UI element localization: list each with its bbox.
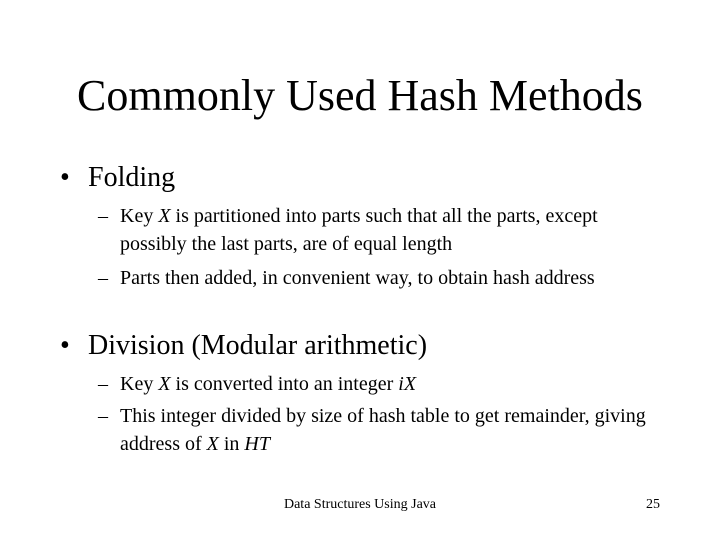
sub-bullet-text: Parts then added, in convenient way, to obtain hash address	[120, 267, 595, 289]
sub-bullet-marker: –	[98, 373, 108, 395]
text-segment: Key	[120, 205, 159, 227]
text-segment: is partitioned into parts such that all the parts, except possibly the last parts, are of equal length	[120, 205, 598, 255]
footer-course-title: Data Structures Using Java	[283, 497, 437, 512]
variable-x: X	[158, 205, 171, 227]
bullet-label: Division (Modular arithmetic)	[88, 330, 428, 361]
bullet-marker: •	[60, 330, 70, 361]
page-number: 25	[646, 497, 660, 512]
sub-bullet-marker: –	[98, 205, 108, 227]
bullet-marker: •	[60, 162, 70, 193]
text-segment: This integer divided by size of hash table to get remainder, giving address of	[120, 405, 646, 455]
variable-ix: iX	[398, 373, 417, 395]
variable-x: X	[158, 373, 171, 395]
slide-title: Commonly Used Hash Methods	[77, 71, 643, 120]
variable-ht: HT	[244, 433, 270, 455]
sub-bullet-marker: –	[98, 405, 108, 427]
text-segment: is converted into an integer	[170, 373, 399, 395]
variable-x: X	[206, 433, 219, 455]
text-segment: Key	[120, 373, 159, 395]
sub-bullet-marker: –	[98, 267, 108, 289]
text-segment: in	[218, 433, 245, 455]
bullet-label: Folding	[88, 162, 176, 193]
